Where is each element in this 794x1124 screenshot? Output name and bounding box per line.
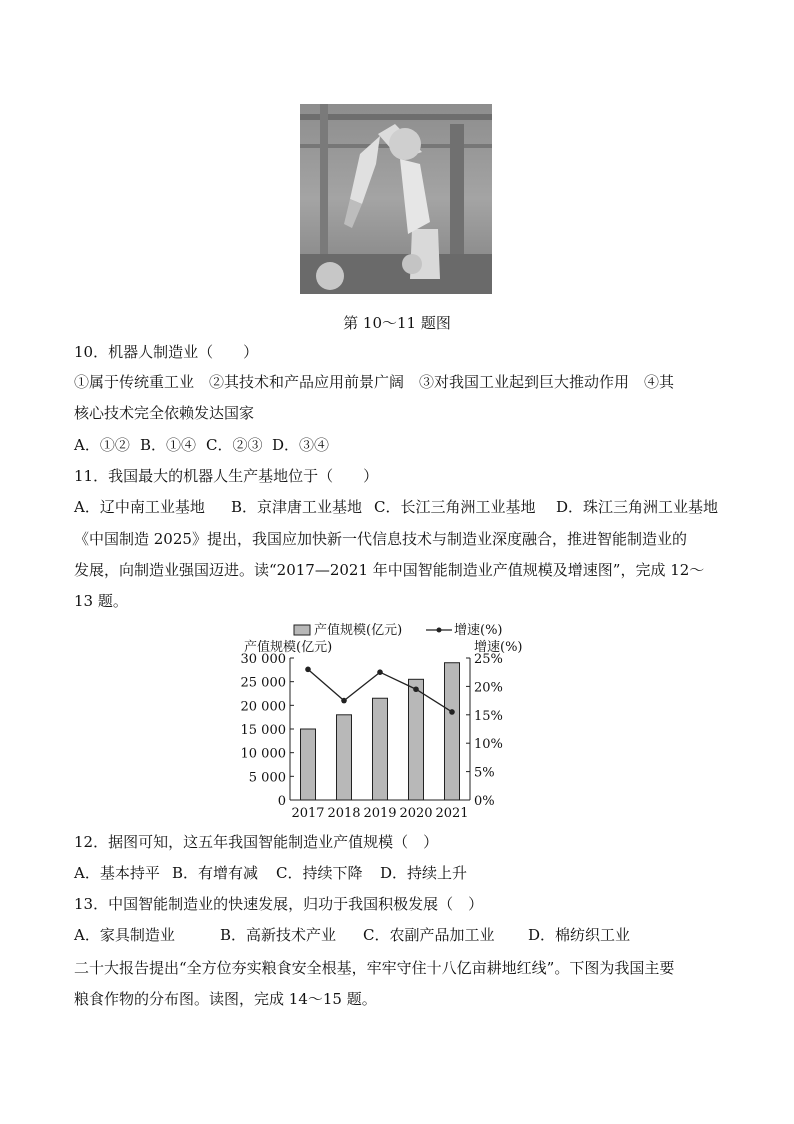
q11-option-c[interactable]: C．长江三角洲工业基地 — [374, 498, 536, 516]
right-tick-label: 5% — [474, 765, 495, 781]
bar — [409, 679, 424, 800]
legend-bar-swatch — [294, 625, 310, 635]
intro-12-13-line3: 13 题。 — [74, 592, 128, 610]
growth-rate-point — [449, 709, 455, 715]
q12-option-c[interactable]: C．持续下降 — [276, 864, 363, 882]
bar — [373, 698, 388, 800]
q13-option-a[interactable]: A．家具制造业 — [74, 926, 175, 944]
growth-rate-point — [341, 698, 347, 704]
left-axis-title: 产值规模(亿元) — [244, 640, 333, 655]
intro-14-15-line2: 粮食作物的分布图。读图，完成 14～15 题。 — [74, 990, 377, 1008]
left-tick-label: 0 — [277, 794, 286, 809]
right-tick-label: 10% — [474, 737, 503, 753]
left-tick-label: 5 000 — [248, 770, 286, 786]
right-axis-title: 增速(%) — [474, 640, 523, 655]
figure-caption: 第 10～11 题图 — [343, 314, 451, 332]
x-tick-label: 2021 — [435, 806, 469, 821]
q12-option-d[interactable]: D．持续上升 — [380, 864, 468, 882]
intro-12-13-line1: 《中国制造 2025》提出，我国应加快新一代信息技术与制造业深度融合，推进智能制造业的 — [74, 530, 687, 548]
left-tick-label: 15 000 — [240, 723, 286, 738]
intro-12-13-line2: 发展，向制造业强国迈进。读“2017—2021 年中国智能制造业产值规模及增速图”，完成 12～ — [74, 561, 705, 579]
x-tick-label: 2017 — [291, 806, 325, 821]
q10-option-d[interactable]: D．③④ — [272, 436, 330, 454]
q13-options — [74, 925, 630, 945]
growth-rate-point — [377, 669, 383, 675]
q13-stem: 13．中国智能制造业的快速发展，归功于我国积极发展（ ） — [74, 895, 484, 913]
x-tick-label: 2018 — [327, 806, 361, 821]
growth-rate-point — [305, 667, 311, 673]
q12-stem: 12．据图可知，这五年我国智能制造业产值规模（ ） — [74, 833, 439, 851]
right-tick-label: 0% — [474, 794, 495, 809]
legend-line-label: 增速(%) — [454, 623, 503, 638]
x-tick-label: 2019 — [363, 806, 397, 821]
legend-bar-label: 产值规模(亿元) — [314, 623, 403, 638]
q13-option-b[interactable]: B．高新技术产业 — [220, 926, 337, 944]
left-tick-label: 30 000 — [240, 652, 286, 667]
legend-line-marker — [437, 628, 442, 633]
q12-options — [74, 863, 467, 883]
q11-option-a[interactable]: A．辽中南工业基地 — [74, 498, 205, 516]
x-tick-label: 2020 — [399, 806, 433, 821]
right-tick-label: 25% — [474, 652, 503, 667]
q10-options — [74, 435, 329, 455]
industry-output-chart — [230, 618, 530, 828]
bar — [301, 729, 316, 800]
q10-stem: 10．机器人制造业（ ） — [74, 343, 259, 361]
intro-14-15-line1: 二十大报告提出“全方位夯实粮食安全根基，牢牢守住十八亿亩耕地红线”。下图为我国主要 — [74, 959, 675, 977]
q10-option-b[interactable]: B．①④ — [140, 436, 197, 454]
q11-options — [74, 497, 718, 517]
left-tick-label: 25 000 — [240, 675, 286, 691]
q11-option-b[interactable]: B．京津唐工业基地 — [231, 498, 363, 516]
q10-items-line1: ①属于传统重工业 ②其技术和产品应用前景广阔 ③对我国工业起到巨大推动作用 ④其 — [74, 373, 675, 391]
bar — [337, 715, 352, 800]
right-tick-label: 15% — [474, 708, 503, 724]
q10-items-line2: 核心技术完全依赖发达国家 — [74, 404, 255, 422]
q12-option-b[interactable]: B．有增有减 — [172, 864, 259, 882]
left-tick-label: 20 000 — [240, 699, 286, 715]
bar — [445, 663, 460, 800]
q12-option-a[interactable]: A．基本持平 — [74, 864, 160, 882]
left-tick-label: 10 000 — [240, 746, 286, 762]
robot-arm-photo — [300, 104, 492, 294]
right-tick-label: 20% — [474, 680, 503, 696]
q11-stem: 11．我国最大的机器人生产基地位于（ ） — [74, 467, 379, 485]
q13-option-c[interactable]: C．农副产品加工业 — [363, 926, 495, 944]
q11-option-d[interactable]: D．珠江三角洲工业基地 — [556, 498, 719, 516]
q13-option-d[interactable]: D．棉纺织工业 — [528, 926, 631, 944]
q10-option-c[interactable]: C．②③ — [206, 436, 263, 454]
q10-option-a[interactable]: A．①② — [74, 436, 130, 454]
growth-rate-point — [413, 686, 419, 692]
